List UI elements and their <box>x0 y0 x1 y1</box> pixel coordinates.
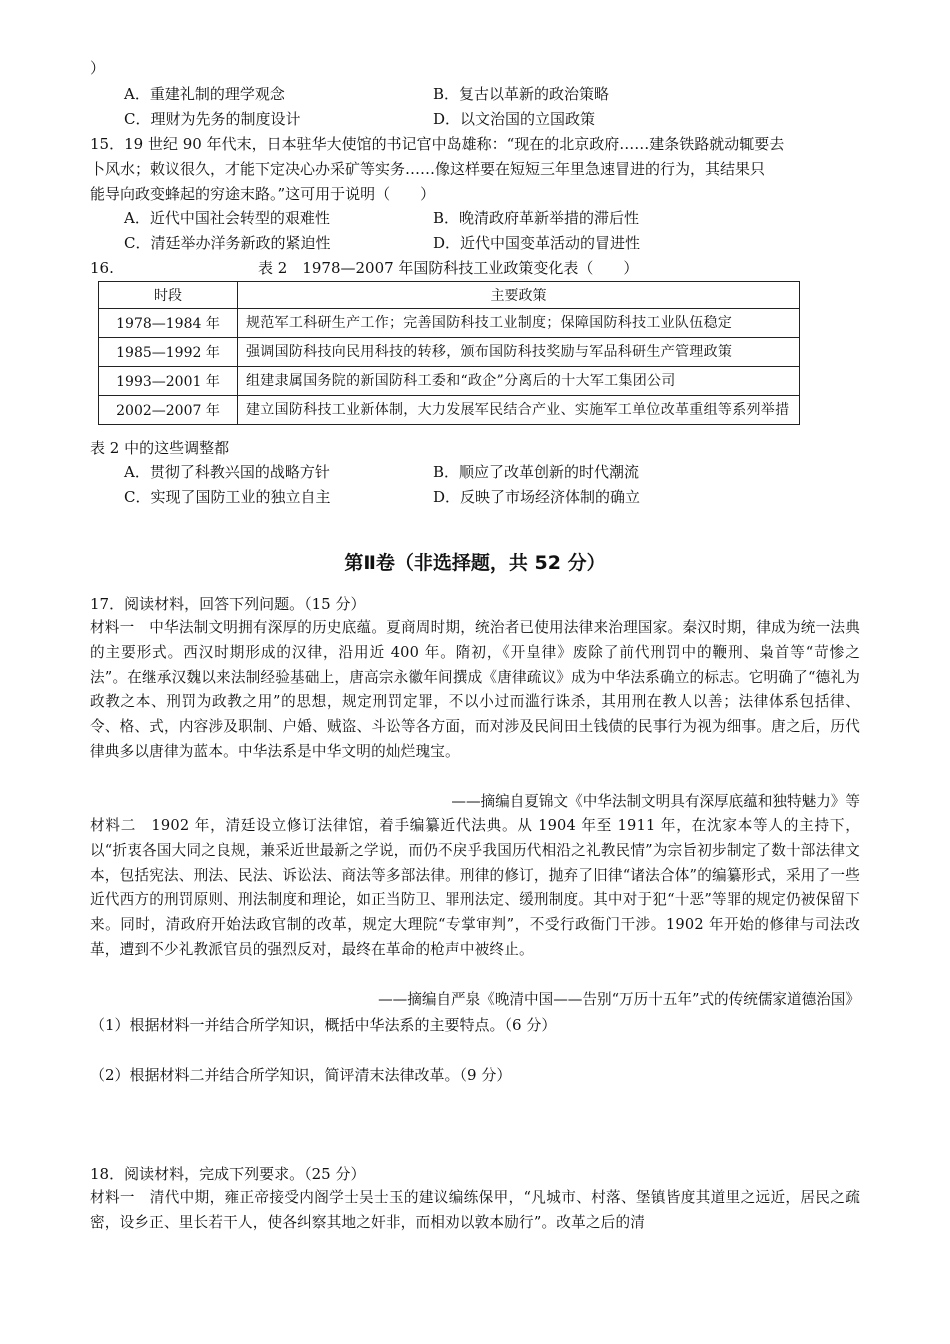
q16-option-b: B．顺应了改革创新的时代潮流 <box>433 463 640 481</box>
table-row <box>99 367 800 396</box>
q17-source2: ——摘编自严泉《晚清中国——告别“万历十五年”式的传统儒家道德治国》 <box>378 991 860 1008</box>
q16-stem-after: 表 2 中的这些调整都 <box>90 439 230 457</box>
q15-stem-line2: 卜风水；敕议很久，才能下定决心办采矿等实务……像这样要在短短三年里急速冒进的行为，其结果只 <box>90 160 766 178</box>
row-period: 1993—2001 年 <box>99 367 238 396</box>
q15-option-d: D．近代中国变革活动的冒进性 <box>433 234 641 252</box>
q18-stem: 18．阅读材料，完成下列要求。（25 分） <box>90 1165 366 1183</box>
q16-number: 16. <box>90 259 114 277</box>
row-policy: 组建隶属国务院的新国防科工委和“政企”分离后的十大军工集团公司 <box>238 367 800 396</box>
q14-option-d: D．以文治国的立国政策 <box>433 110 596 128</box>
q16-option-d: D．反映了市场经济体制的确立 <box>433 488 641 506</box>
q17-source1: ——摘编自夏锦文《中华法制文明具有深厚底蕴和独特魅力》等 <box>451 793 860 810</box>
row-policy: 强调国防科技向民用科技的转移，颁布国防科技奖励与军品科研生产管理政策 <box>238 338 800 367</box>
header-period: 时段 <box>99 282 238 309</box>
q15-option-c: C．清廷举办洋务新政的紧迫性 <box>124 234 331 252</box>
q14-option-c: C．理财为先务的制度设计 <box>124 110 301 128</box>
policy-table-header-row <box>99 282 800 309</box>
policy-table <box>98 281 800 425</box>
row-policy: 建立国防科技工业新体制，大力发展军民结合产业、实施军工单位改革重组等系列举措 <box>238 396 800 425</box>
row-period: 1978—1984 年 <box>99 309 238 338</box>
q16-option-a: A．贯彻了科教兴国的战略方针 <box>124 463 330 481</box>
q16-table-title: 表 2 1978—2007 年国防科技工业政策变化表（ ） <box>258 259 639 277</box>
q16-option-c: C．实现了国防工业的独立自主 <box>124 488 331 506</box>
row-period: 1985—1992 年 <box>99 338 238 367</box>
q15-option-a: A．近代中国社会转型的艰难性 <box>124 209 330 227</box>
table-row <box>99 309 800 338</box>
q14-option-b: B．复古以革新的政治策略 <box>433 85 610 103</box>
q17-material1: 材料一 中华法制文明拥有深厚的历史底蕴。夏商周时期，统治者已使用法律来治理国家。秦汉时期，律成为统一法典的主要形式。西汉时期形成的汉律，沿用近 400 年。隋初，《开皇律》废除了前代刑罚中的鞭刑、枭首等“苛惨之法”。在继承汉魏以来法制经验基础上，唐高宗永徽年间撰成《唐律疏议》成为中华法系确立的标志。它明确了“德礼为政教之本、刑罚为政教之用”的思想，规定刑罚定罪，不以小过而滥行诛杀，其用刑在教人以善；法律体系包括律、令、格、式，内容涉及职制、户婚、贼盗、斗讼等各方面，而对涉及民间田土钱债的民事行为视为细事。唐之后，历代律典多以唐律为蓝本。中华法系是中华文明的灿烂瑰宝。 <box>90 619 860 760</box>
q14-bracket: ） <box>90 59 106 77</box>
row-period: 2002—2007 年 <box>99 396 238 425</box>
table-row <box>99 338 800 367</box>
q17-sub2: （2）根据材料二并结合所学知识，简评清末法律改革。（9 分） <box>90 1066 512 1084</box>
q17-stem: 17．阅读材料，回答下列问题。（15 分） <box>90 595 366 613</box>
q15-stem-line1: 15．19 世纪 90 年代末，日本驻华大使馆的书记官中岛雄称：“现在的北京政府……建条铁路就动辄要去 <box>90 135 785 153</box>
table-row <box>99 396 800 425</box>
section-title: 第Ⅱ卷（非选择题，共 52 分） <box>344 552 606 574</box>
q15-option-b: B．晚清政府革新举措的滞后性 <box>433 209 640 227</box>
q17-material2: 材料二 1902 年，清廷设立修订法律馆，着手编纂近代法典。从 1904 年至 1911 年，在沈家本等人的主持下，以“折衷各国大同之良规，兼采近世最新之学说，而仍不戾乎我国历代相沿之礼教民情”为宗旨初步制定了数十部法律文本，包括宪法、刑法、民法、诉讼法、商法等多部法律。刑律的修订，抛弃了旧律“诸法合体”的编纂形式，采用了一些近代西方的刑罚原则、刑法制度和理论，如正当防卫、罪刑法定、缓刑制度。其中对于犯“十恶”等罪的规定仍被保留下来。同时，清政府开始法政官制的改革，规定大理院“专掌审判”，不受行政衙门干涉。1902 年开始的修律与司法改革，遭到不少礼教派官员的强烈反对，最终在革命的枪声中被终止。 <box>90 817 860 958</box>
q15-stem-line3: 能导向政变蜂起的穷途末路。”这可用于说明（ ） <box>90 185 436 203</box>
q18-material1: 材料一 清代中期，雍正帝接受内阁学士吴士玉的建议编练保甲，“凡城市、村落、堡镇皆度其道里之远近，居民之疏密，设乡正、里长若干人，使各纠察其地之奸非，而相劝以敦本励行”。改革之后的清 <box>90 1189 860 1231</box>
q17-sub1: （1）根据材料一并结合所学知识，概括中华法系的主要特点。（6 分） <box>90 1016 557 1034</box>
header-policy: 主要政策 <box>238 282 800 309</box>
q14-option-a: A．重建礼制的理学观念 <box>124 85 285 103</box>
row-policy: 规范军工科研生产工作；完善国防科技工业制度；保障国防科技工业队伍稳定 <box>238 309 800 338</box>
